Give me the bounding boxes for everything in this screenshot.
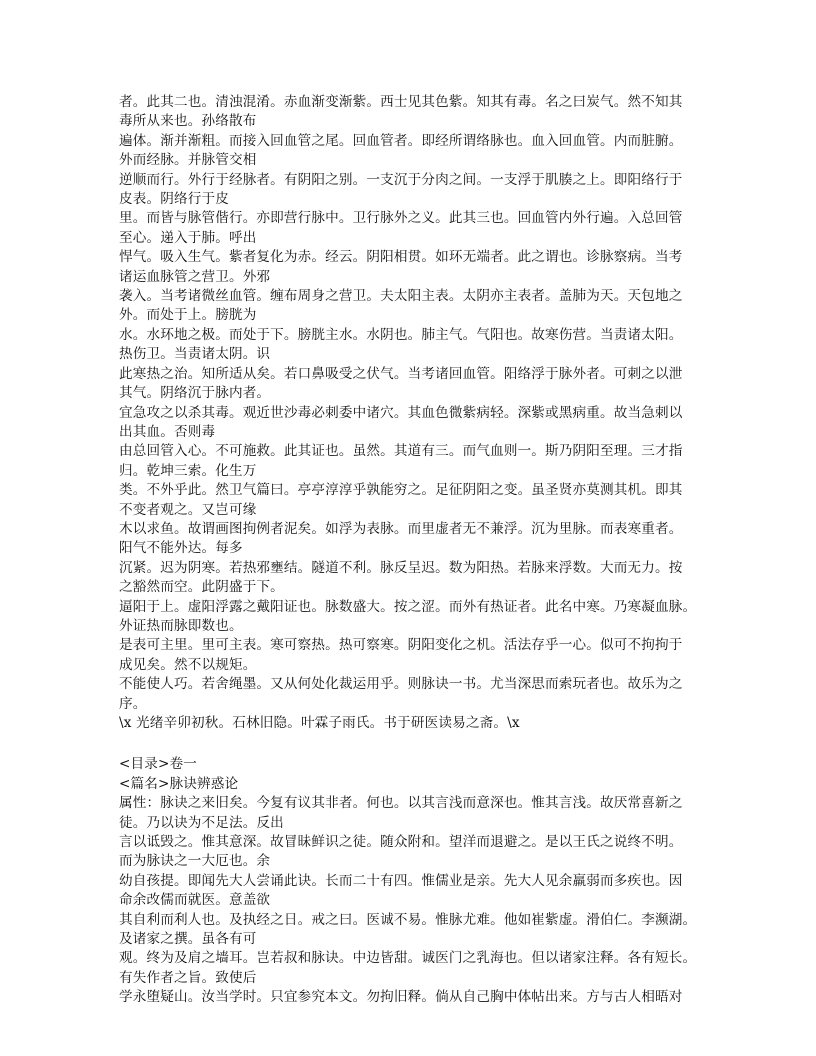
text-line: 及诸家之撰。虽各有可	[119, 931, 257, 948]
preface-signature: \x 光绪辛卯初秋。石林旧隐。叶霖子雨氏。书于研医读易之斋。\x	[119, 715, 520, 731]
text-line: 成见矣。然不以规矩。	[119, 656, 257, 673]
text-line: 有失作者之旨。致使后	[119, 969, 257, 986]
document-page	[119, 93, 699, 1008]
text-line: 徒。乃以诀为不足法。反出	[119, 814, 284, 831]
text-line: 不变者观之。又岂可缘	[119, 501, 257, 518]
text-line: 幼自孩提。即闻先大人尝诵此诀。长而二十有四。惟儒业是亲。先大人见余羸弱而多疾也。因	[119, 872, 683, 889]
text-line: 其自利而利人也。及执经之日。戒之曰。医诚不易。惟脉尤难。他如崔紫虚。滑伯仁。李濒湖。	[119, 911, 697, 928]
text-line: 沉紧。迟为阴寒。若热邪壅结。隧道不利。脉反呈迟。数为阳热。若脉来浮数。大而无力。按	[119, 559, 683, 576]
text-line: 属性：脉诀之来旧矣。今复有议其非者。何也。以其言浅而意深也。惟其言浅。故厌常喜新之	[119, 795, 683, 812]
text-line: 者。此其二也。清浊混淆。赤血渐变渐紫。西士见其色紫。知其有毒。名之曰炭气。然不知其	[119, 94, 683, 110]
text-line: 宜急攻之以杀其毒。观近世沙毒必刺委中诸穴。其血色微紫病轻。深紫或黑病重。故当急刺以	[119, 404, 683, 421]
text-line: 里。而皆与脉管偕行。亦即营行脉中。卫行脉外之义。此其三也。回血管内外行遍。入总回管	[119, 210, 683, 227]
text-line: 之豁然而空。此阴盛于下。	[119, 579, 284, 596]
text-line: 序。	[119, 695, 147, 712]
preface-text-block	[119, 93, 699, 733]
text-line: 热伤卫。当责诸太阴。识	[119, 346, 271, 363]
text-line: 是表可主里。里可主表。寒可察热。热可察寒。阴阳变化之机。活法存乎一心。似可不拘拘于	[119, 637, 683, 654]
text-line: 毒所从来也。孙络散布	[119, 113, 257, 130]
text-line: 由总回管入心。不可施救。此其证也。虽然。其道有三。而气血则一。斯乃阴阳至理。三才指	[119, 443, 683, 460]
text-line: 遍体。渐并渐粗。而接入回血管之尾。回血管者。即经所谓络脉也。血入回血管。内而脏腑。	[119, 132, 683, 149]
text-line: 学永堕疑山。汝当学时。只宜参究本文。勿拘旧释。倘从自己胸中体帖出来。方与古人相晤对	[119, 989, 683, 1006]
text-line: 逆顺而行。外行于经脉者。有阴阳之别。一支沉于分肉之间。一支浮于肌腠之上。即阳络行于	[119, 171, 683, 188]
text-line: 而为脉诀之一大厄也。余	[119, 853, 271, 870]
text-line: 出其血。否则毒	[119, 423, 216, 440]
text-line: 袭入。当考诸微丝血管。缠布周身之营卫。夫太阳主表。太阴亦主表者。盖肺为天。天包地之	[119, 288, 683, 305]
text-line: 不能使人巧。若舍绳墨。又从何处化裁运用乎。则脉诀一书。尤当深思而索玩者也。故乐为之	[119, 676, 683, 693]
chapter-title: <篇名>脉诀辨惑论	[119, 775, 239, 792]
text-line: 诸运血脉管之营卫。外邪	[119, 268, 271, 285]
text-line: 至心。递入于肺。呼出	[119, 229, 257, 246]
text-line: 类。不外乎此。然卫气篇曰。亭亭淳淳乎孰能穷之。足征阴阳之变。虽圣贤亦莫测其机。即其	[119, 482, 683, 499]
text-line: 命余改儒而就医。意盖欲	[119, 892, 271, 909]
text-line: 水。水环地之极。而处于下。膀胱主水。水阴也。肺主气。气阳也。故寒伤营。当责诸太阳。	[119, 326, 683, 343]
text-line: 皮表。阴络行于皮	[119, 191, 229, 208]
text-line: 此寒热之治。知所适从矣。若口鼻吸受之伏气。当考诸回血管。阳络浮于脉外者。可刺之以泄	[119, 365, 683, 382]
text-line: 外而经脉。并脉管交相	[119, 152, 257, 169]
text-line: 逼阳于上。虚阳浮露之戴阳证也。脉数盛大。按之涩。而外有热证者。此名中寒。乃寒凝血脉。	[119, 598, 697, 615]
text-line: 言以诋毁之。惟其意深。故冒昧鲜识之徒。随众附和。望洋而退避之。是以王氏之说终不明。	[119, 834, 683, 851]
text-line: 归。乾坤三索。化生万	[119, 462, 257, 479]
text-line: 其气。阴络沉于脉内者。	[119, 385, 271, 402]
chapter-text-block	[119, 755, 699, 1007]
text-line: 木以求鱼。故谓画图拘例者泥矣。如浮为表脉。而里虚者无不兼浮。沉为里脉。而表寒重者。	[119, 520, 683, 537]
text-line: 外证热而脉即数也。	[119, 617, 243, 634]
text-line: 外。而处于上。膀胱为	[119, 307, 257, 324]
text-line: 悍气。吸入生气。紫者复化为赤。经云。阴阳相贯。如环无端者。此之谓也。诊脉察病。当考	[119, 249, 683, 266]
text-line: 观。终为及肩之墙耳。岂若叔和脉诀。中边皆甜。诚医门之乳海也。但以诸家注释。各有短长。	[119, 950, 697, 967]
catalog-heading: <目录>卷一	[119, 756, 198, 773]
text-line: 阳气不能外达。每多	[119, 540, 243, 557]
